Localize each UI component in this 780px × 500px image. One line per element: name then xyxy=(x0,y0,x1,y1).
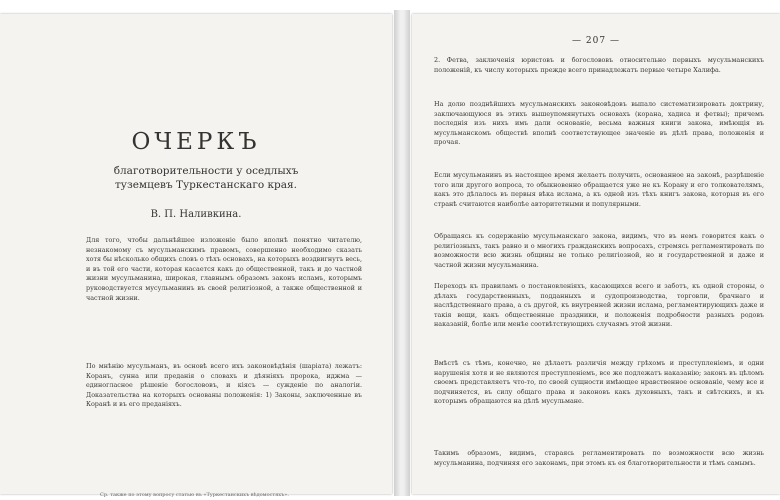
essay-subtitle: благотворительности у оседлыхъ туземцевъ Туркестанскаго края. xyxy=(113,165,299,191)
body-paragraph: Такимъ образомъ, видимъ, стараясь регламентировать по возможности всю жизнь мусульманина, подчиняя его законамъ, при этомъ къ ея благотворительности и тѣмъ самымъ. xyxy=(434,449,764,467)
footnote: Ср. также по этому вопросу статью въ «Туркестанскихъ вѣдомостяхъ». xyxy=(100,492,289,498)
body-paragraph: Переходъ къ правиламъ о постановленіяхъ, касающихся всего и заботъ, къ одной стороны, о дѣлахъ государственныхъ, подданныхъ и судопроизводства, торговли, брачнаго и наслѣдственнаго права, а съ другой, къ внутренней жизни ислама, регламентирующихъ даже и такія вещи, какъ общественные праздники, и положенія подробности разныхъ родовъ наказаній, болѣе или менѣе соотвѣтствующихъ случаямъ этой жизни. xyxy=(434,282,764,329)
left-page xyxy=(0,14,392,498)
body-paragraph: По мнѣнію мусульманъ, въ основѣ всего ихъ законовѣдѣнія (шаріата) лежатъ: Коранъ, сунна или преданія о словахъ и дѣяніяхъ пророка, иджма — единогласное рѣшеніе богослововъ, и кіясъ — сужденіе по аналогіи. Доказательства на которыхъ основаны положенія: 1) Законы, заключенные въ Коранѣ и въ его преданіяхъ. xyxy=(86,362,362,409)
body-paragraph: Для того, чтобы дальнѣйшее изложеніе было вполнѣ понятно читателю, незнакомому съ мусульманскимъ правомъ, совершенно необходимо сказать хотя бы нѣсколько общихъ словъ о тѣхъ основахъ, на которыхъ воздвигнутъ весь, и въ той его части, которая касается какъ до общественной, такъ и до частной жизни мусульманина, широкая, главнымъ образомъ законъ исламъ, которымъ руководствуется мусульманинъ въ своей религіозной, а также общественной и частной жизни. xyxy=(86,236,362,302)
right-page xyxy=(412,14,780,494)
body-paragraph: 2. Фетва, заключенія юристовъ и богослововъ относительно первыхъ мусульманскихъ положеній, къ числу которыхъ прежде всего принадлежатъ первые четыре Халифа. xyxy=(434,56,764,74)
body-paragraph: Вмѣстѣ съ тѣмъ, конечно, не дѣлаетъ различія между грѣхомъ и преступленіемъ, и одни нарушенія хотя и не являются преступленіемъ, все же подлежатъ наказанію; законъ въ цѣломъ своемъ представляетъ что-то, по своей сущности имѣющее нравственное основаніе, чему все и подчиняется, въ силу общаго права и законовъ какъ духовныхъ, такъ и свѣтскихъ, и къ которымъ обращаются на дѣлѣ мусульмане. xyxy=(434,359,764,406)
book-gutter xyxy=(394,10,410,496)
essay-title: ОЧЕРКЪ xyxy=(131,129,261,155)
page-number: — 207 — xyxy=(572,36,620,46)
body-paragraph: Если мусульманинъ въ настоящее время желаетъ получить, основанное на законѣ, разрѣшеніе того или другого вопроса, то обыкновенно обращается уже не къ Корану и его толкователямъ, какъ это дѣлалось въ первыя вѣка ислама, а къ одной изъ тѣхъ книгъ закона, которыя въ его странѣ считаются наиболѣе авторитетными и популярными. xyxy=(434,171,764,208)
body-paragraph: Обращаясь къ содержанію мусульманскаго закона, видимъ, что въ немъ говорится какъ о религіозныхъ, такъ равно и о многихъ гражданскихъ вопросахъ, стремясь регламентировать по возможности всю жизнь общины не только религіозной, но и государственной и даже и частной жизни мусульманина. xyxy=(434,232,764,269)
body-paragraph: На долю позднѣйшихъ мусульманскихъ законовѣдовъ выпало систематизировать доктрину, заключающуюся въ этихъ вышеупомянутыхъ основахъ (корана, хадиса и фетвы); причемъ последнія изъ нихъ имъ дали основаніе, весьма важныя книги закона, имѣющія въ мусульманскомъ обществѣ вполнѣ соответствующее значеніе въ дѣлѣ права, положенія и прочая. xyxy=(434,100,764,147)
author-name: В. П. Наливкина. xyxy=(150,209,242,220)
